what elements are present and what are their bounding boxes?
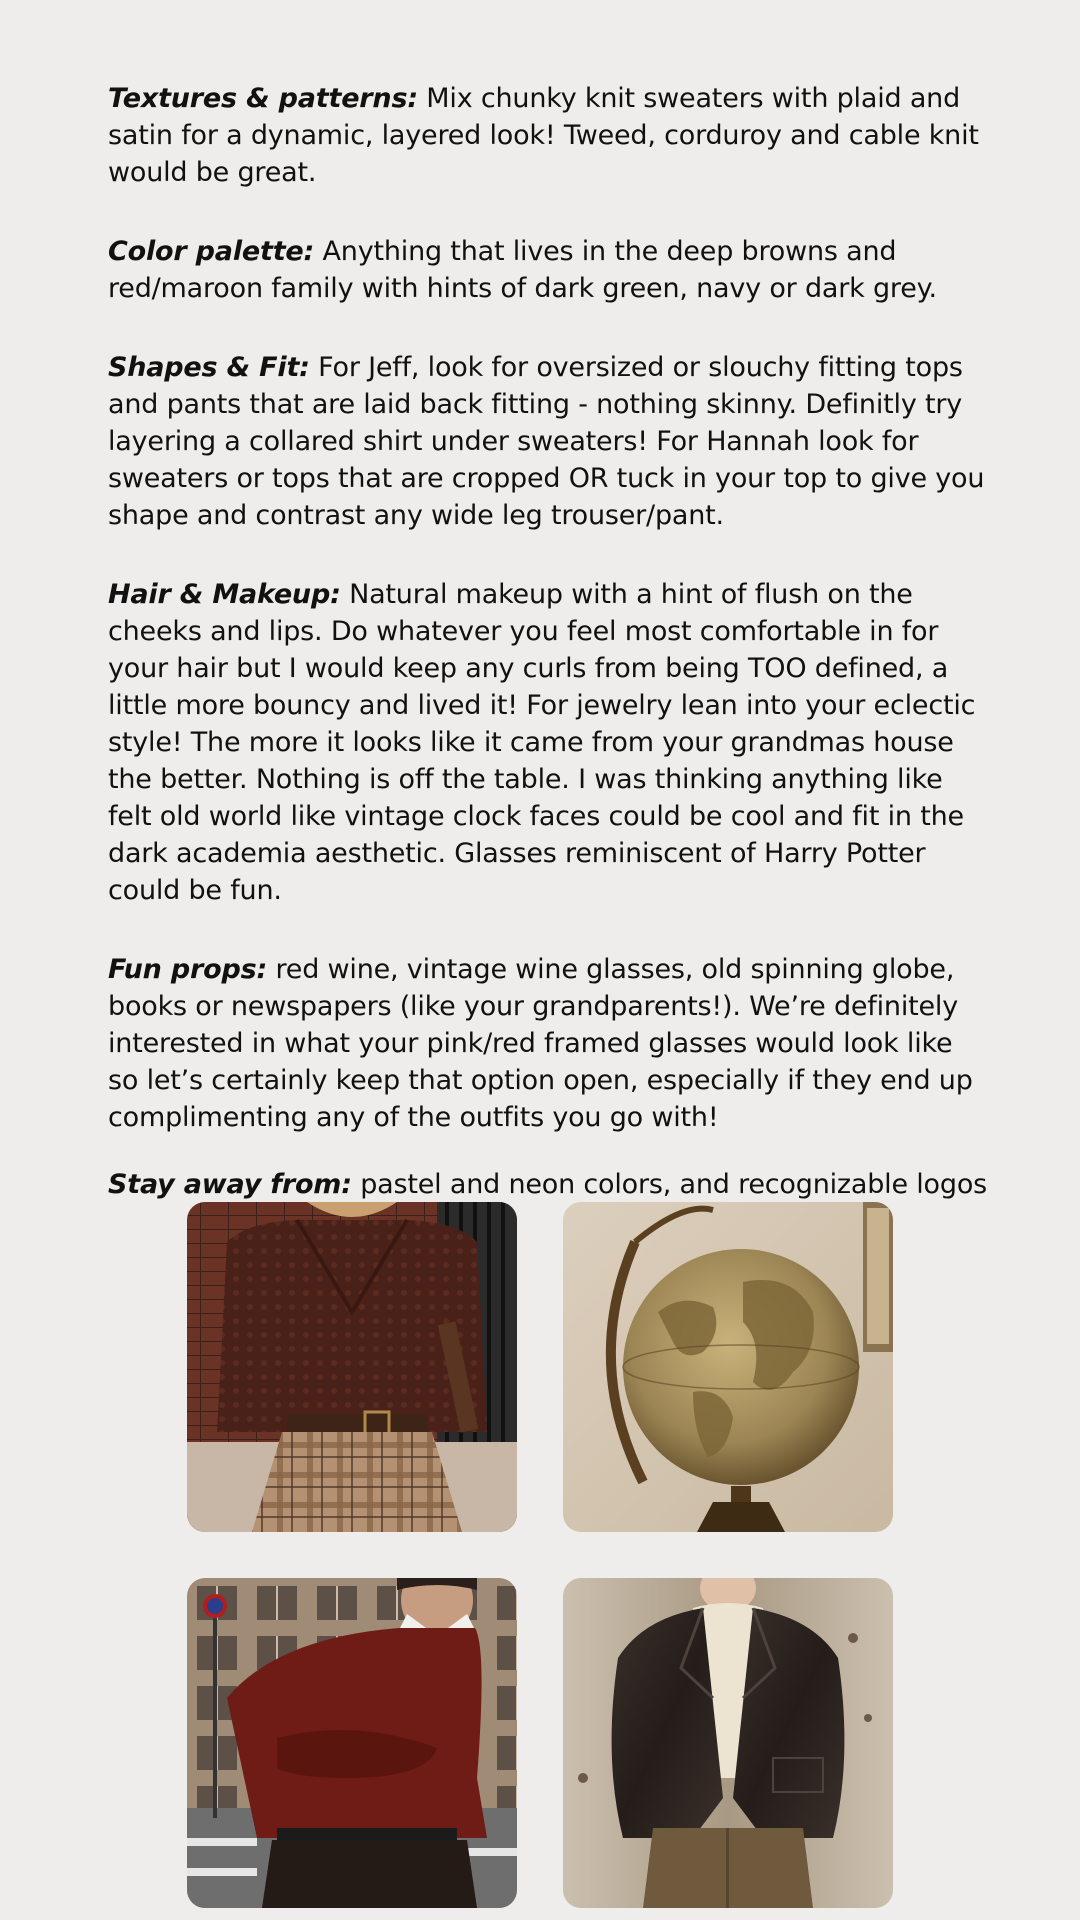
text-content [108, 80, 988, 1245]
section-label: Color palette: [108, 236, 315, 267]
section-stay-away [108, 1166, 988, 1203]
section-text: Natural makeup with a hint of flush on the cheeks and lips. Do whatever you feel most comfortable in for your hair but I would keep any curls from being TOO defined, a little more bouncy and lived it! For jewelry lean into your eclectic style! The more it looks like it came from your grandmas house the better. Nothing is off the table. I was thinking anything like felt old world like vintage clock faces could be cool and fit in the dark academia aesthetic. Glasses reminiscent of Harry Potter could be fun. [108, 579, 976, 906]
section-textures [108, 80, 988, 191]
section-fun-props [108, 951, 988, 1136]
section-shapes-fit [108, 349, 988, 534]
section-label: Stay away from: [108, 1169, 352, 1200]
section-label: Fun props: [108, 954, 268, 985]
section-text: For Jeff, look for oversized or slouchy fitting tops and pants that are laid back fitting - nothing skinny. Definitly try layering a collared shirt under sweaters! For Hannah look for sweaters or tops that are cropped OR tuck in your top to give you shape and contrast any wide leg trouser/pant. [108, 352, 985, 531]
section-label: Textures & patterns: [108, 83, 418, 114]
section-text: Anything that lives in the deep browns and red/maroon family with hints of dark green, navy or dark grey. [108, 236, 937, 304]
section-label: Hair & Makeup: [108, 579, 341, 610]
section-text: pastel and neon colors, and recognizable logos [351, 1169, 988, 1200]
photo-knit-sweater-plaid [187, 1202, 517, 1532]
section-hair-makeup [108, 576, 988, 909]
section-text: Mix chunky knit sweaters with plaid and satin for a dynamic, layered look! Tweed, corduroy and cable knit would be great. [108, 83, 979, 188]
photo-vintage-globe [563, 1202, 893, 1532]
photo-grid [187, 1202, 893, 1908]
section-text: red wine, vintage wine glasses, old spinning globe, books or newspapers (like your grandparents!). We’re definitely interested in what your pink/red framed glasses would look like so let’s certainly keep that option open, especially if they end up complimenting any of the outfits you go with! [108, 954, 973, 1133]
photo-leather-jacket [563, 1578, 893, 1908]
photo-red-sweater-collar [187, 1578, 517, 1908]
section-color-palette [108, 233, 988, 307]
section-label: Shapes & Fit: [108, 352, 310, 383]
